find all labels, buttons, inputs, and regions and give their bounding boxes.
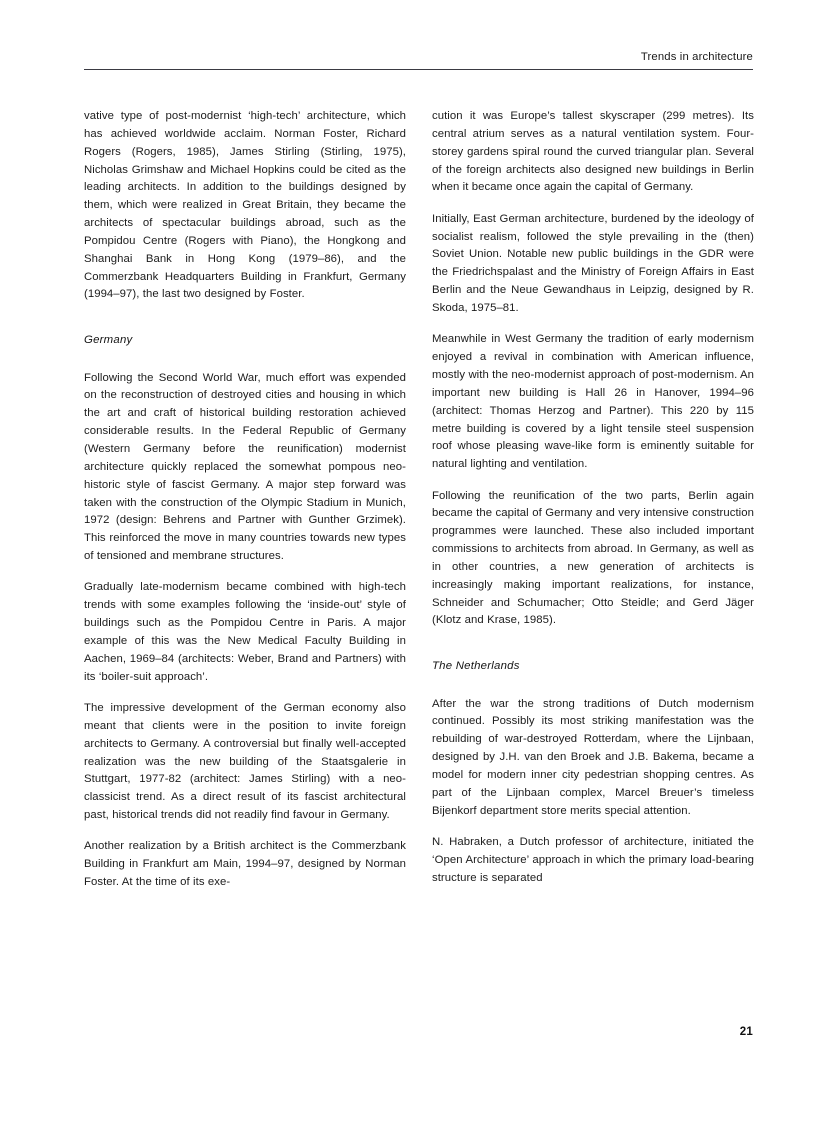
- right-column: [432, 108, 754, 892]
- section-heading-germany: Germany: [84, 333, 133, 346]
- paragraph: cution it was Europe’s tallest skyscraper (299 metres). Its central atrium serves as a natural ventilation system. Four-storey gardens spiral round the curved triangular plan. Several of the foreign architects also designed new buildings in Berlin when it became once again the capital of Germany.: [432, 110, 754, 194]
- page-number: 21: [739, 1026, 753, 1038]
- heading-spacer-after: [84, 350, 406, 370]
- paragraph: The impressive development of the German economy also meant that clients were in the position to invite foreign architects to Germany. A controversial but finally well-accepted realization was the new building of the Staatsgalerie in Stuttgart, 1977-82 (architect: James Stirling) with a neo-classicist trend. As a direct result of its fascist architectural past, historical trends did not readily find favour in Germany.: [84, 701, 406, 822]
- paragraph: Another realization by a British architect is the Commerzbank Building in Frankfurt am Main, 1994–97, designed by Norman Foster. At the time of its exe-: [84, 840, 406, 889]
- heading-spacer-after: [432, 676, 754, 696]
- paragraph: Following the Second World War, much effort was expended on the reconstruction of destroyed cities and housing in which the art and craft of historical building restoration achieved considerable results. In the Federal Republic of Germany (Western Germany before the reunification) modernist architecture quickly replaced the somewhat pompous neo-historic style of fascist Germany. A major step forward was taken with the construction of the Olympic Stadium in Munich, 1972 (design: Behrens and Partner with Gunther Grzimek). This reinforced the move in many countries towards new types of tensioned and membrane structures.: [84, 371, 406, 563]
- paragraph: vative type of post-modernist ‘high-tech’ architecture, which has achieved worldwide acclaim. Norman Foster, Richard Rogers (Rogers, 1985), James Stirling (Stirling, 1975), Nicholas Grimshaw and Michael Hopkins could be cited as the leading architects. In addition to the buildings designed by them, which were realized in Great Britain, they became the architects of spectacular buildings abroad, such as the Pompidou Centre (Rogers with Piano), the Hongkong and Shanghai Bank in Hong Kong (1979–86), and the Commerzbank Headquarters Building in Frankfurt, Germany (1994–97), the last two designed by Foster.: [84, 110, 406, 301]
- running-head: [84, 50, 753, 76]
- paragraph: Meanwhile in West Germany the tradition of early modernism enjoyed a revival in combination with American influence, mostly with the neo-modernist approach of post-modernism. An important new building is Hall 26 in Hanover, 1994–96 (architect: Thomas Herzog and Partner). This 220 by 115 metre building is covered by a light tensile steel suspension roof whose pleasing wave-like form is eminently suitable for natural lighting and ventilation.: [432, 333, 754, 471]
- paragraph: After the war the strong traditions of Dutch modernism continued. Possibly its most striking manifestation was the rebuilding of war-destroyed Rotterdam, where the Lijnbaan, designed by J.H. van den Broek and J.B. Bakema, became a model for modern inner city pedestrian shopping centres. As part of the Lijnbaan complex, Marcel Breuer’s timeless Bijenkorf department store merits special attention.: [432, 697, 754, 817]
- paragraph: Following the reunification of the two parts, Berlin again became the capital of Germany and very intensive construction programmes were launched. These also included important commissions to architects from abroad. In Germany, as well as in other countries, a new generation of architects is increasingly making important realizations, for instance, Schneider and Schumacher; Otto Steidle; and Gerd Jäger (Klotz and Krase, 1985).: [432, 489, 754, 627]
- body-columns: [84, 108, 754, 892]
- running-head-title: Trends in architecture: [640, 51, 753, 63]
- left-column: [84, 108, 406, 892]
- header-divider-rule: [84, 69, 753, 70]
- paragraph: Initially, East German architecture, burdened by the ideology of socialist realism, followed the style prevailing in the (then) Soviet Union. Notable new public buildings in the GDR were the Friedrichspalast and the Ministry of Foreign Affairs in East Berlin and the Neue Gewandhaus in Leipzig, designed by R. Skoda, 1975–81.: [432, 212, 754, 314]
- heading-spacer-before: [432, 644, 754, 658]
- paragraph: Gradually late-modernism became combined with high-tech trends with some examples following the ‘inside-out’ style of buildings such as the Pompidou Centre in Paris. A major example of this was the New Medical Faculty Building in Aachen, 1969–84 (architects: Weber, Brand and Partners) with its ‘boiler-suit approach’.: [84, 581, 406, 683]
- heading-spacer-before: [84, 318, 406, 332]
- paragraph: N. Habraken, a Dutch professor of architecture, initiated the ‘Open Architecture’ approach in which the primary load-bearing structure is separated: [432, 836, 754, 884]
- section-heading-the-netherlands: The Netherlands: [432, 659, 520, 672]
